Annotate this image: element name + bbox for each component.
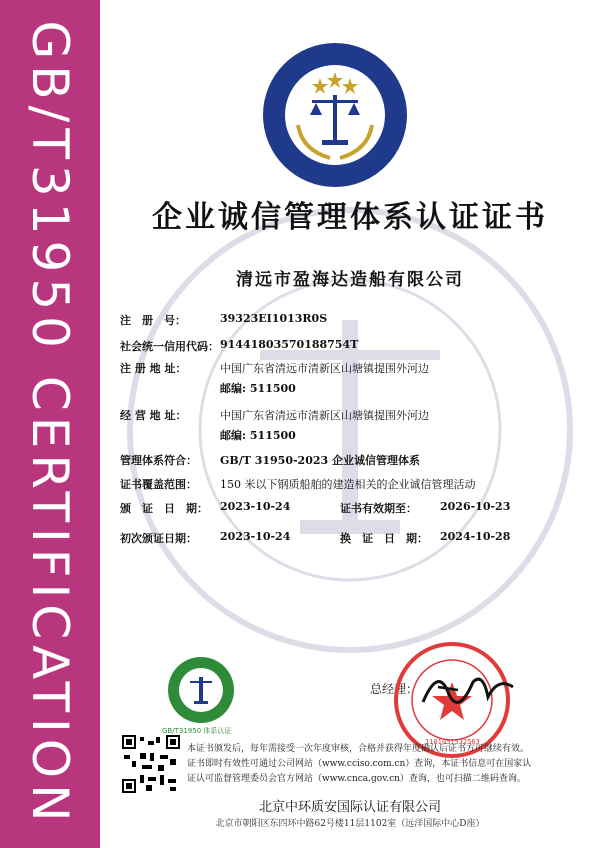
standard-label: 管理体系符合：	[120, 454, 197, 467]
company-seal-icon	[260, 40, 410, 190]
renew-date-value: 2024-10-28	[440, 530, 511, 543]
op-zip-value: 邮编: 511500	[220, 429, 296, 442]
first-issue-value: 2023-10-24	[220, 530, 291, 543]
reg-no-value: 39323EI1013R0S	[220, 312, 328, 325]
general-manager-label: 总经理：	[370, 682, 419, 696]
red-seal-number: 1101051532563	[425, 738, 480, 746]
renew-date-label: 换 证 日 期：	[340, 532, 428, 545]
note-line: 本证书颁发后，每年需接受一次年度审核，合格并获得年度确认后证书方可继续有效。	[187, 744, 530, 754]
note-line: 证书即时有效性可通过公司网站（www.cciso.com.cn）查询，本证书信息可在国家认	[187, 759, 532, 769]
small-seal-text: GB/T31950 体系认证	[162, 727, 232, 735]
expire-date-label: 证书有效期至：	[340, 502, 417, 515]
op-address-label: 经 营 地 址：	[120, 409, 187, 422]
standard-value: GB/T 31950-2023 企业诚信管理体系	[220, 454, 421, 467]
company-name: 清远市盈海达造船有限公司	[236, 270, 464, 290]
scope-value: 150 米以下钢质船舶的建造相关的企业诚信管理活动	[220, 478, 476, 491]
issue-date-label: 颁 证 日 期：	[120, 502, 208, 515]
reg-address-value: 中国广东省清远市清新区山塘镇提围外河边	[220, 362, 429, 375]
signature-icon	[418, 662, 518, 712]
reg-zip-value: 邮编: 511500	[220, 382, 296, 395]
certificate-notes	[187, 742, 587, 787]
credit-code-label: 社会统一信用代码：	[120, 340, 219, 353]
certificate-body	[100, 0, 600, 848]
expire-date-value: 2026-10-23	[440, 500, 511, 513]
reg-address-label: 注 册 地 址：	[120, 362, 187, 375]
gbt31950-seal-icon	[166, 655, 236, 725]
footer-company-name: 北京中环质安国际认证有限公司	[258, 800, 441, 815]
certificate-title: 企业诚信管理体系认证证书	[152, 200, 548, 235]
scope-label: 证书覆盖范围：	[120, 478, 197, 491]
qr-code-icon[interactable]	[122, 735, 180, 793]
op-address-value: 中国广东省清远市清新区山塘镇提围外河边	[220, 409, 429, 422]
reg-no-label: 注 册 号：	[120, 314, 186, 327]
credit-code-value: 91441803570188754T	[220, 338, 359, 351]
sidebar-certification-text: GB/T31950 CERTIFICATION	[21, 20, 79, 828]
footer-address: 北京市朝阳区东四环中路62号楼11层1102室（远洋国际中心D座）	[215, 819, 485, 829]
sidebar-band	[0, 0, 100, 848]
note-line: 证认可监督管理委员会官方网站（www.cnca.gov.cn）查询，也可扫描二维码查询。	[187, 774, 526, 784]
issue-date-value: 2023-10-24	[220, 500, 291, 513]
first-issue-label: 初次颁证日期：	[120, 532, 197, 545]
